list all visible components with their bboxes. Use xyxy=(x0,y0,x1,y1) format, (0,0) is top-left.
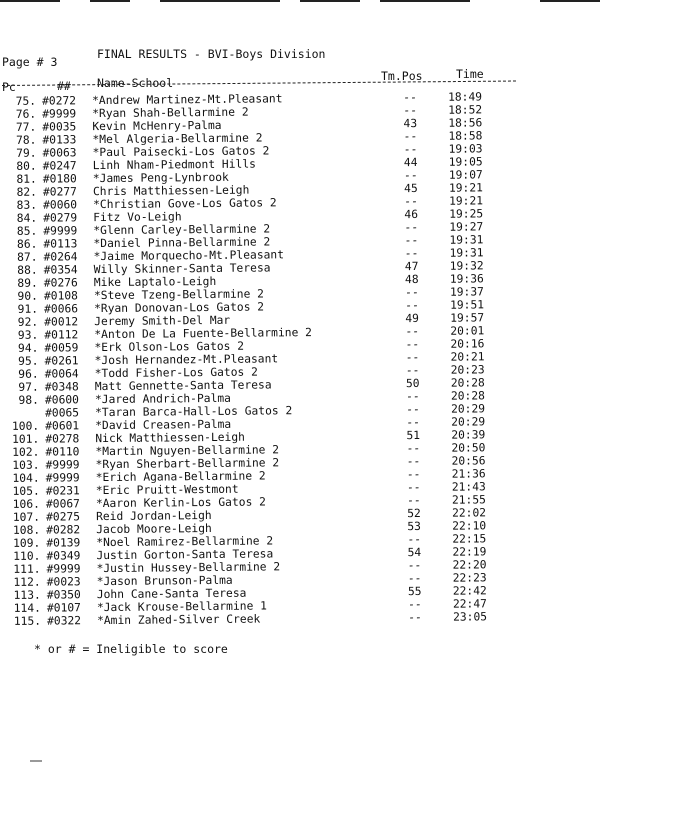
row-team-position: 53 xyxy=(407,519,422,534)
row-team-position: 50 xyxy=(405,376,420,391)
row-place: 98. xyxy=(18,393,39,407)
row-time: 20:23 xyxy=(450,363,485,377)
row-bib-number: #0279 xyxy=(43,211,78,225)
row-name-school: Jacob Moore-Leigh xyxy=(96,521,212,537)
row-time: 19:25 xyxy=(449,207,484,221)
row-name-school: Fitz Vo-Leigh xyxy=(93,210,182,225)
row-place: 85. xyxy=(16,224,38,238)
row-team-position: 55 xyxy=(407,584,422,599)
row-time: 20:28 xyxy=(450,376,485,390)
row-team-position: 54 xyxy=(407,545,422,560)
row-team-position: -- xyxy=(407,493,421,508)
row-name-school: *Amin Zahed-Silver Creek xyxy=(96,612,261,628)
row-team-position: -- xyxy=(403,168,418,183)
row-time: 20:39 xyxy=(451,428,486,442)
row-place: 104. xyxy=(12,471,40,485)
row-time: 20:56 xyxy=(451,454,486,468)
row-name-school: *Ryan Sherbart-Bellarmine 2 xyxy=(95,456,280,472)
row-name-school: *Paul Paisecki-Los Gatos 2 xyxy=(92,144,270,160)
row-time: 19:21 xyxy=(448,194,484,208)
row-bib-number: #0272 xyxy=(41,94,77,108)
row-place: 80. xyxy=(16,159,37,173)
row-time: 19:51 xyxy=(449,298,485,312)
row-place: 97. xyxy=(18,380,39,394)
row-time: 22:20 xyxy=(452,558,487,572)
row-bib-number: #0275 xyxy=(45,510,81,524)
row-bib-number: #0063 xyxy=(42,146,77,160)
row-name-school: *Justin Hussey-Bellarmine 2 xyxy=(96,560,281,576)
row-place: 89. xyxy=(17,276,38,290)
row-team-position: -- xyxy=(406,454,421,469)
row-time: 22:19 xyxy=(452,545,487,559)
row-time: 19:57 xyxy=(450,311,485,325)
row-time: 20:50 xyxy=(451,441,486,455)
row-time: 22:47 xyxy=(452,597,487,611)
row-name-school: *Martin Nguyen-Bellarmine 2 xyxy=(95,443,280,459)
footnote: * or # = Ineligible to score xyxy=(34,642,228,656)
row-place: 88. xyxy=(17,263,38,277)
column-header-number: ## xyxy=(57,79,71,93)
row-name-school: *Jaime Morquecho-Mt.Pleasant xyxy=(93,248,285,264)
row-name-school: *Andrew Martinez-Mt.Pleasant xyxy=(91,92,283,108)
row-time: 19:36 xyxy=(449,272,484,286)
row-place: 92. xyxy=(17,315,39,329)
row-place: 100. xyxy=(11,419,40,433)
row-bib-number: #9999 xyxy=(42,107,77,121)
column-header-time: Time xyxy=(456,67,484,81)
row-bib-number: #0064 xyxy=(44,367,79,381)
row-time: 18:58 xyxy=(448,129,483,143)
row-name-school: Linh Nham-Piedmont Hills xyxy=(92,157,256,173)
column-header-team-position: Tm.Pos xyxy=(381,69,423,83)
row-bib-number: #0108 xyxy=(43,289,79,303)
row-name-school: *Ryan Shah-Bellarmine 2 xyxy=(92,105,249,121)
row-name-school: Chris Matthiessen-Leigh xyxy=(92,183,250,199)
row-team-position: -- xyxy=(403,142,418,157)
row-place: 110. xyxy=(13,549,41,563)
row-name-school: *David Creasen-Palma xyxy=(95,417,232,433)
row-bib-number: #0276 xyxy=(43,276,78,290)
row-team-position: -- xyxy=(404,233,419,248)
row-name-school: *Mel Algeria-Bellarmine 2 xyxy=(92,131,263,147)
row-name-school: Kevin McHenry-Palma xyxy=(92,118,222,134)
row-place: 75. xyxy=(15,94,37,108)
row-team-position: -- xyxy=(403,90,417,105)
row-place: 87. xyxy=(17,250,38,264)
row-team-position: -- xyxy=(408,597,422,612)
row-team-position: 43 xyxy=(403,116,418,131)
row-team-position: -- xyxy=(404,246,419,261)
row-place: 90. xyxy=(17,289,38,303)
row-bib-number: #0348 xyxy=(44,380,79,394)
row-name-school: *Taran Barca-Hall-Los Gatos 2 xyxy=(94,404,293,420)
row-bib-number: #0107 xyxy=(46,601,82,615)
row-bib-number: #0354 xyxy=(43,263,78,277)
row-place: 106. xyxy=(12,497,40,511)
row-team-position: -- xyxy=(407,571,422,586)
row-bib-number: #0066 xyxy=(43,302,79,316)
row-place: 111. xyxy=(13,562,41,576)
row-name-school: *Noel Ramirez-Bellarmine 2 xyxy=(96,534,274,550)
row-bib-number: #0112 xyxy=(44,328,79,342)
row-team-position: 44 xyxy=(403,155,418,170)
row-name-school: *Jason Brunson-Palma xyxy=(96,573,233,589)
row-team-position: -- xyxy=(408,610,422,625)
row-bib-number: #0113 xyxy=(43,237,78,251)
row-team-position: 52 xyxy=(407,506,421,521)
row-name-school: *Steve Tzeng-Bellarmine 2 xyxy=(93,287,265,303)
row-team-position: -- xyxy=(406,467,421,482)
row-name-school: *Josh Hernandez-Mt.Pleasant xyxy=(94,352,279,368)
row-time: 20:21 xyxy=(450,350,485,364)
row-time: 22:10 xyxy=(452,519,487,533)
row-bib-number: #0012 xyxy=(44,315,79,329)
row-bib-number: #0110 xyxy=(45,445,80,459)
row-team-position: -- xyxy=(405,350,420,365)
scan-top-marks xyxy=(0,0,691,3)
row-place: 101. xyxy=(12,432,40,446)
row-bib-number: #0350 xyxy=(46,588,81,602)
row-time: 20:29 xyxy=(450,402,486,416)
results-table xyxy=(0,88,691,628)
row-bib-number: #9999 xyxy=(46,562,81,576)
row-place: 93. xyxy=(17,328,39,342)
row-place: 86. xyxy=(16,237,38,251)
row-bib-number: #0322 xyxy=(46,614,82,628)
row-time: 21:43 xyxy=(451,480,486,494)
row-place: 83. xyxy=(16,198,38,212)
row-time: 22:02 xyxy=(451,506,487,520)
row-team-position: -- xyxy=(404,220,419,235)
row-bib-number: #9999 xyxy=(45,471,80,485)
row-place: 94. xyxy=(17,341,39,355)
row-time: 18:49 xyxy=(447,90,483,104)
row-bib-number: #0060 xyxy=(42,198,78,212)
row-name-school: *Glenn Carley-Bellarmine 2 xyxy=(93,222,271,238)
row-bib-number: #0349 xyxy=(46,549,81,563)
row-time: 19:21 xyxy=(448,181,483,195)
row-place: 112. xyxy=(13,575,41,589)
row-name-school: *Erk Olson-Los Gatos 2 xyxy=(94,339,245,355)
row-time: 22:23 xyxy=(452,571,487,585)
row-place: 79. xyxy=(16,146,37,160)
row-place: 102. xyxy=(12,445,40,459)
row-name-school: *Jared Andrich-Palma xyxy=(94,391,232,407)
row-team-position: -- xyxy=(406,480,421,495)
row-bib-number: #0139 xyxy=(46,536,81,550)
row-place: 91. xyxy=(17,302,39,316)
row-place: 103. xyxy=(12,458,40,472)
row-bib-number: #0023 xyxy=(46,575,81,589)
row-team-position: -- xyxy=(406,441,421,456)
row-name-school: Nick Matthiessen-Leigh xyxy=(95,430,245,446)
row-team-position: -- xyxy=(406,402,420,417)
row-team-position: -- xyxy=(406,415,421,430)
row-team-position: -- xyxy=(406,389,420,404)
row-bib-number: #0278 xyxy=(45,432,80,446)
row-name-school: Reid Jordan-Leigh xyxy=(95,508,212,524)
row-name-school: *Anton De La Fuente-Bellarmine 2 xyxy=(94,326,313,342)
row-time: 20:28 xyxy=(450,389,485,403)
row-name-school: Jeremy Smith-Del Mar xyxy=(94,313,231,329)
row-bib-number: #9999 xyxy=(43,224,78,238)
scan-speck xyxy=(30,760,42,762)
row-time: 19:05 xyxy=(448,155,483,169)
row-time: 20:01 xyxy=(450,324,485,338)
row-name-school: *Aaron Kerlin-Los Gatos 2 xyxy=(95,495,267,511)
row-bib-number: #0231 xyxy=(45,484,80,498)
row-place: 76. xyxy=(15,107,37,121)
row-name-school: *Erich Agana-Bellarmine 2 xyxy=(95,469,266,485)
row-team-position: 48 xyxy=(404,272,419,287)
row-name-school: *Ryan Donovan-Los Gatos 2 xyxy=(93,300,265,316)
row-team-position: -- xyxy=(405,285,419,300)
page-number: Page # 3 xyxy=(2,55,58,69)
row-name-school: Matt Gennette-Santa Teresa xyxy=(94,378,272,394)
row-team-position: -- xyxy=(404,194,418,209)
row-name-school: *Daniel Pinna-Bellarmine 2 xyxy=(93,235,271,251)
row-name-school: Mike Laptalo-Leigh xyxy=(93,274,217,290)
row-time: 22:42 xyxy=(452,584,487,598)
row-place: 115. xyxy=(13,614,42,628)
row-bib-number: #0035 xyxy=(42,120,77,134)
row-bib-number: #0282 xyxy=(46,523,81,537)
row-place: 95. xyxy=(18,354,39,368)
row-name-school: *Todd Fisher-Los Gatos 2 xyxy=(94,365,258,381)
row-place: 84. xyxy=(16,211,38,225)
row-team-position: -- xyxy=(405,363,420,378)
row-time: 21:36 xyxy=(451,467,486,481)
row-bib-number: #0065 xyxy=(44,406,80,420)
row-team-position: 46 xyxy=(404,207,419,222)
row-time: 19:31 xyxy=(449,233,484,247)
row-place: 108. xyxy=(12,523,41,537)
row-time: 18:56 xyxy=(448,116,483,130)
row-name-school: *Eric Pruitt-Westmont xyxy=(95,482,239,498)
row-place: 78. xyxy=(15,133,37,147)
row-bib-number: #0264 xyxy=(43,250,78,264)
row-place: 81. xyxy=(16,172,37,186)
row-name-school: *Jack Krouse-Bellarmine 1 xyxy=(96,599,268,615)
row-bib-number: #0601 xyxy=(45,419,80,433)
row-team-position: 49 xyxy=(405,311,420,326)
row-team-position: 51 xyxy=(406,428,421,443)
row-time: 20:29 xyxy=(451,415,486,429)
row-team-position: -- xyxy=(403,129,418,144)
row-team-position: -- xyxy=(405,337,420,352)
row-time: 19:31 xyxy=(449,246,484,260)
row-bib-number: #9999 xyxy=(45,458,80,472)
row-place: 107. xyxy=(12,510,41,524)
header-divider xyxy=(2,81,516,86)
row-bib-number: #0261 xyxy=(44,354,79,368)
row-time: 22:15 xyxy=(452,532,487,546)
row-time: 21:55 xyxy=(451,493,486,507)
row-bib-number: #0277 xyxy=(42,185,78,199)
row-time: 20:16 xyxy=(450,337,485,351)
row-place: 105. xyxy=(12,484,40,498)
row-name-school: *Christian Gove-Los Gatos 2 xyxy=(92,196,277,212)
column-header-place: Pc xyxy=(2,80,16,94)
row-time: 19:07 xyxy=(448,168,483,182)
row-team-position: 47 xyxy=(404,259,419,274)
row-bib-number: #0600 xyxy=(44,393,80,407)
row-name-school: Willy Skinner-Santa Teresa xyxy=(93,261,271,277)
row-bib-number: #0180 xyxy=(42,172,77,186)
column-header-name: Name-School xyxy=(97,76,174,90)
row-place: 82. xyxy=(16,185,37,199)
row-bib-number: #0067 xyxy=(45,497,81,511)
page-title: FINAL RESULTS - BVI-Boys Division xyxy=(97,47,326,61)
row-place: 96. xyxy=(18,367,39,381)
row-time: 19:37 xyxy=(449,285,484,299)
row-place: 113. xyxy=(13,588,41,602)
row-name-school: *James Peng-Lynbrook xyxy=(92,170,229,186)
row-team-position: -- xyxy=(403,103,418,118)
row-place: 109. xyxy=(13,536,41,550)
row-time: 19:32 xyxy=(449,259,484,273)
row-time: 19:27 xyxy=(449,220,484,234)
row-time: 23:05 xyxy=(452,610,488,624)
row-name-school: John Cane-Santa Teresa xyxy=(96,586,247,602)
row-team-position: -- xyxy=(405,324,420,339)
row-name-school: Justin Gorton-Santa Teresa xyxy=(96,547,274,563)
row-time: 19:03 xyxy=(448,142,483,156)
row-bib-number: #0247 xyxy=(42,159,77,173)
row-place: 77. xyxy=(15,120,37,134)
row-team-position: -- xyxy=(407,558,422,573)
row-team-position: -- xyxy=(405,298,419,313)
row-bib-number: #0133 xyxy=(42,133,77,147)
row-place: 114. xyxy=(13,601,41,615)
row-team-position: -- xyxy=(407,532,422,547)
row-time: 18:52 xyxy=(448,103,483,117)
row-bib-number: #0059 xyxy=(44,341,79,355)
row-team-position: 45 xyxy=(404,181,418,196)
